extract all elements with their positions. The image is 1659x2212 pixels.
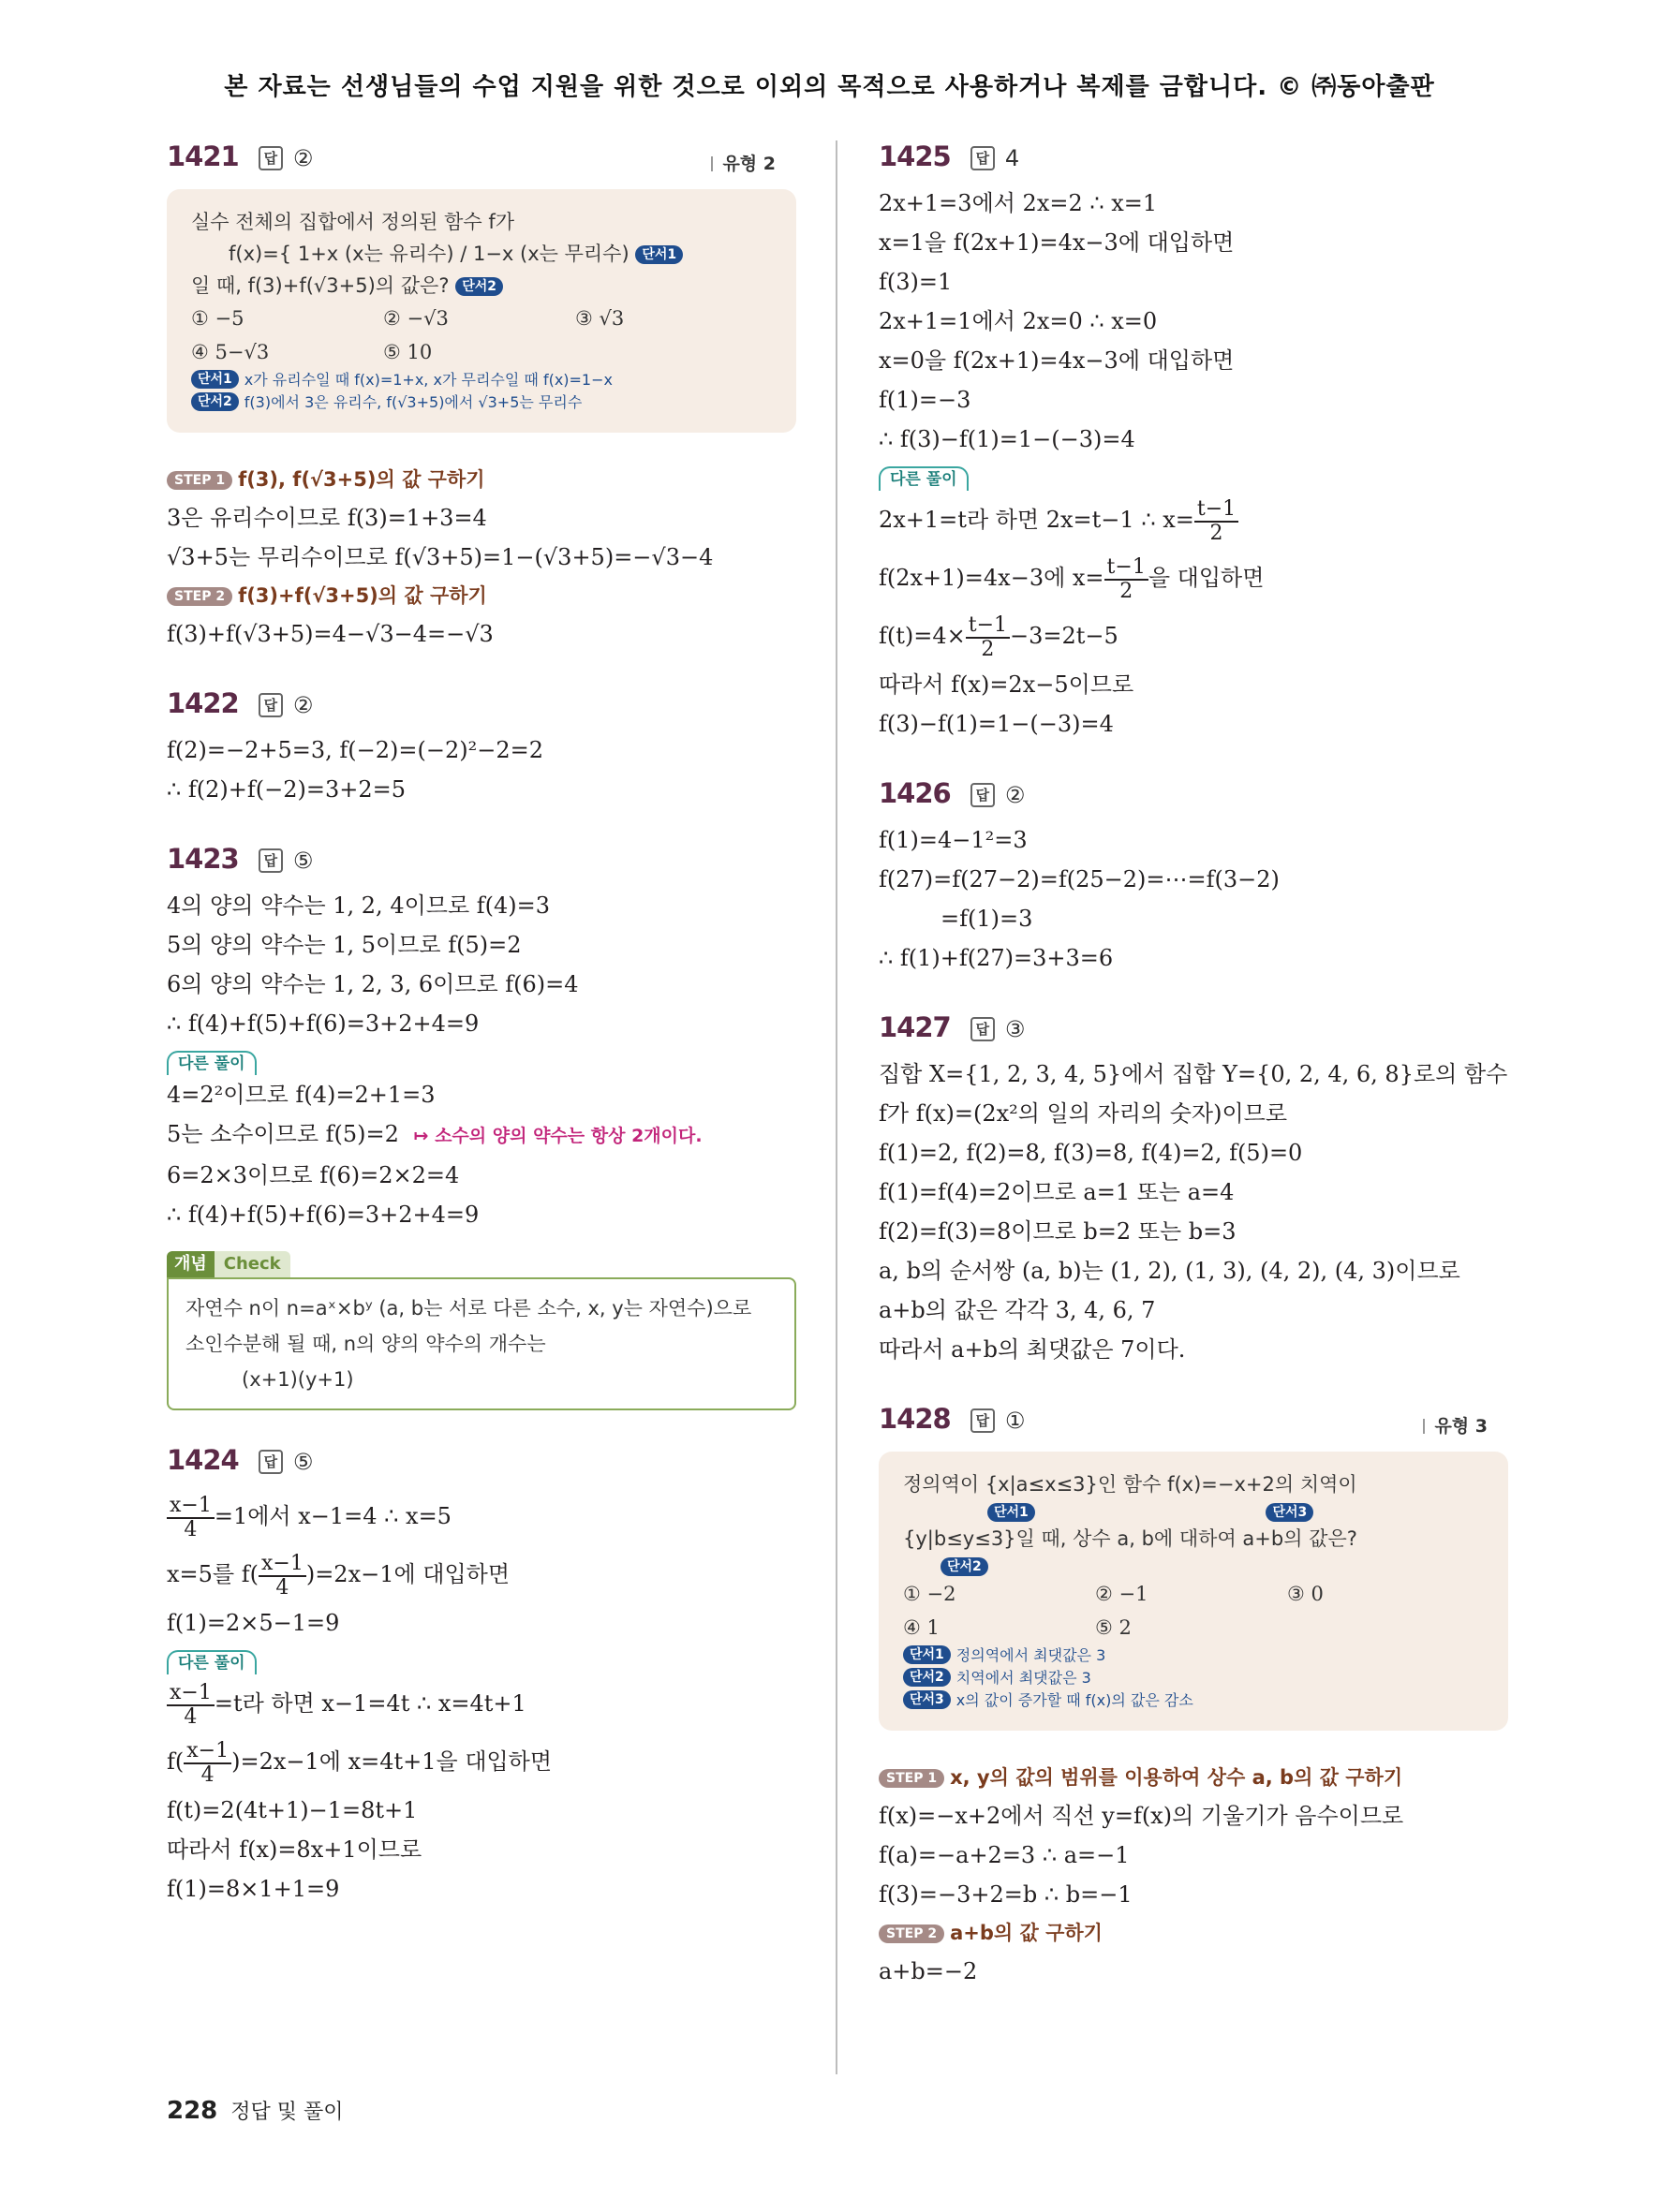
- denominator: 4: [184, 1704, 198, 1729]
- solution-line: 따라서 a+b의 최댓값은 7이다.: [879, 1336, 1186, 1363]
- problem-header: [167, 1444, 796, 1487]
- solution-line: =f(1)=3: [941, 906, 1033, 932]
- clue-row: [903, 1500, 1488, 1523]
- solution-line: f(1)=8×1+1=9: [167, 1876, 340, 1902]
- step-heading: [167, 461, 796, 498]
- check-label: Check: [215, 1251, 290, 1277]
- fraction: [1104, 556, 1148, 603]
- clue-badge: 단서2: [191, 392, 239, 411]
- clue-text: 치역에서 최댓값은 3: [955, 1669, 1091, 1687]
- solution-text: )=2x−1에 x=4t+1을 대입하면: [231, 1748, 553, 1775]
- answer-value: ②: [292, 145, 314, 171]
- numerator: x−1: [259, 1553, 306, 1577]
- clue-text: x의 값이 증가할 때 f(x)의 값은 감소: [955, 1691, 1193, 1709]
- copyright-notice: 본 자료는 선생님들의 수업 지원을 위한 것으로 이외의 목적으로 사용하거나 복제를 금합니다. © ㈜동아출판: [224, 73, 1435, 101]
- clue-badge: 단서3: [1266, 1503, 1313, 1522]
- solution-line: [167, 1674, 796, 1733]
- answer-value: ③: [1004, 1016, 1026, 1042]
- question-text: [191, 270, 776, 302]
- solution-line: 6의 양의 약수는 1, 2, 3, 6이므로 f(6)=4: [167, 971, 579, 997]
- answer-value: ⑤: [292, 1449, 314, 1475]
- question-text: {y|b≤y≤3}일 때, 상수 a, b에 대하여 a+b의 값은?: [903, 1527, 1357, 1550]
- problem-header: [167, 140, 796, 184]
- problem-header: [879, 777, 1508, 820]
- solution-line: f(1)=−3: [879, 387, 971, 413]
- clue-text: 정의역에서 최댓값은 3: [955, 1646, 1106, 1664]
- problem-number: 1423: [167, 843, 239, 875]
- clue-badge: 단서2: [941, 1557, 988, 1576]
- answer-icon: 답: [259, 693, 283, 717]
- solution-text: 5는 소수이므로 f(5)=2: [167, 1121, 399, 1147]
- solution-line: ∴ f(2)+f(−2)=3+2=5: [167, 776, 407, 803]
- solution-text: f(: [167, 1748, 185, 1775]
- clue-text: f(3)에서 3은 유리수, f(√3+5)에서 √3+5는 무리수: [244, 393, 583, 411]
- page-number: 228: [167, 2097, 218, 2125]
- solution-line: x=1을 f(2x+1)=4x−3에 대입하면: [879, 229, 1235, 256]
- step-title: x, y의 값의 범위를 이용하여 상수 a, b의 값 구하기: [950, 1766, 1403, 1789]
- problem-header: [879, 1403, 1508, 1446]
- concept-text: 자연수 n이 n=aˣ×bʸ (a, b는 서로 다른 소수, x, y는 자연수)으로: [185, 1297, 752, 1320]
- solution-line: f(t)=2(4t+1)−1=8t+1: [167, 1797, 418, 1823]
- problem-1424: [167, 1444, 796, 1909]
- function-definition: f(x)={ 1+x (x는 유리수) / 1−x (x는 무리수): [229, 243, 630, 265]
- clue-hint: [903, 1667, 1488, 1689]
- numerator: x−1: [167, 1682, 215, 1706]
- footer-label: 정답 및 풀이: [230, 2101, 344, 2124]
- concept-check: [167, 1251, 796, 1410]
- concept-box: [167, 1277, 796, 1410]
- clue-badge: 단서1: [987, 1503, 1035, 1522]
- problem-1427: [879, 1011, 1508, 1369]
- solution-line: [879, 549, 1508, 607]
- solution-line: ∴ f(4)+f(5)+f(6)=3+2+4=9: [167, 1202, 480, 1228]
- side-note-text: 소수의 양의 약수는 항상 2개이다.: [435, 1126, 703, 1146]
- fraction: [1194, 498, 1238, 545]
- problem-number: 1425: [879, 140, 951, 172]
- solution-line: f(1)=2, f(2)=8, f(3)=8, f(4)=2, f(5)=0: [879, 1140, 1303, 1166]
- solution-text: )=2x−1에 대입하면: [305, 1561, 511, 1587]
- option: ④ 5−√3: [191, 341, 270, 363]
- problem-header: [879, 140, 1508, 184]
- solution-line: [879, 491, 1508, 549]
- clue-hint: [903, 1689, 1488, 1712]
- option: ③ √3: [575, 307, 625, 330]
- step-heading: [879, 1914, 1508, 1952]
- solution-text: 을 대입하면: [1148, 565, 1265, 591]
- solution-line: f(a)=−a+2=3 ∴ a=−1: [879, 1842, 1130, 1868]
- problem-number: 1428: [879, 1403, 951, 1435]
- fraction: [966, 614, 1010, 661]
- denominator: 2: [1119, 579, 1133, 603]
- step-heading: [167, 577, 796, 614]
- answer-value: ⑤: [292, 848, 314, 874]
- problem-1426: [879, 777, 1508, 978]
- problem-header: [879, 1011, 1508, 1054]
- answer-icon: 답: [970, 1408, 995, 1433]
- solution-text: f(2x+1)=4x−3에 x=: [879, 565, 1104, 591]
- concept-text: 소인수분해 될 때, n의 양의 약수의 개수는: [185, 1333, 546, 1355]
- solution-line: f(1)=f(4)=2이므로 a=1 또는 a=4: [879, 1179, 1235, 1205]
- answer-icon: 답: [259, 146, 283, 170]
- step-tag: STEP 2: [167, 587, 232, 606]
- question-text: 정의역이 {x|a≤x≤3}인 함수 f(x)=−x+2의 치역이: [903, 1473, 1357, 1496]
- problem-1422: [167, 687, 796, 809]
- solution-text: 2x+1=t라 하면 2x=t−1 ∴ x=: [879, 507, 1194, 533]
- solution-line: 집합 X={1, 2, 3, 4, 5}에서 집합 Y={0, 2, 4, 6, 8}로의 함수: [879, 1061, 1508, 1087]
- alternative-solution-tag: 다른 풀이: [879, 466, 969, 491]
- question-box: [167, 189, 796, 433]
- alternative-solution-tag: 다른 풀이: [167, 1051, 257, 1075]
- denominator: 2: [981, 637, 995, 661]
- fraction: [167, 1495, 215, 1541]
- solution-text: −3=2t−5: [1010, 623, 1118, 649]
- option: ⑤ 2: [1095, 1616, 1132, 1639]
- problem-number: 1426: [879, 777, 951, 809]
- solution-line: 따라서 f(x)=8x+1이므로: [167, 1836, 422, 1863]
- solution-line: ∴ f(3)−f(1)=1−(−3)=4: [879, 426, 1135, 452]
- numerator: x−1: [184, 1740, 231, 1764]
- solution-line: √3+5는 무리수이므로 f(√3+5)=1−(√3+5)=−√3−4: [167, 544, 714, 570]
- step-title: a+b의 값 구하기: [950, 1922, 1103, 1944]
- step-tag: STEP 1: [879, 1769, 944, 1788]
- problem-header: [167, 687, 796, 730]
- answer-icon: 답: [259, 848, 283, 873]
- option: ② −1: [1095, 1583, 1148, 1605]
- option: ② −√3: [383, 307, 449, 330]
- problem-1428: [879, 1403, 1508, 1991]
- column-divider: [836, 140, 837, 2074]
- answer-value: ②: [292, 692, 314, 718]
- answer-icon: 답: [259, 1450, 283, 1474]
- problem-1421: [167, 140, 796, 654]
- concept-tab: [167, 1251, 290, 1277]
- solution-line: f(3)+f(√3+5)=4−√3−4=−√3: [167, 621, 494, 647]
- solution-line: a+b의 값은 각각 3, 4, 6, 7: [879, 1297, 1156, 1323]
- answer-value: ①: [1004, 1408, 1026, 1434]
- solution-line: 3은 유리수이므로 f(3)=1+3=4: [167, 505, 487, 531]
- clue-hint: [191, 369, 776, 391]
- clue-hint: [903, 1644, 1488, 1667]
- denominator: 2: [1209, 521, 1223, 545]
- question-prompt: 일 때, f(3)+f(√3+5)의 값은?: [191, 274, 450, 297]
- solution-line: a+b=−2: [879, 1958, 978, 1984]
- solution-line: f(1)=4−1²=3: [879, 827, 1028, 853]
- solution-line: 4의 양의 약수는 1, 2, 4이므로 f(4)=3: [167, 892, 551, 919]
- clue-text: x가 유리수일 때 f(x)=1+x, x가 무리수일 때 f(x)=1−x: [244, 371, 613, 389]
- denominator: 4: [200, 1762, 215, 1787]
- problem-number: 1421: [167, 140, 239, 172]
- denominator: 4: [184, 1517, 198, 1541]
- problem-type: 유형 3: [1423, 1412, 1488, 1438]
- side-note: ↦ 소수의 양의 약수는 항상 2개이다.: [413, 1126, 703, 1146]
- question-text: [191, 238, 776, 270]
- problem-number: 1424: [167, 1444, 239, 1476]
- solution-line: f(27)=f(27−2)=f(25−2)=⋯=f(3−2): [879, 866, 1280, 892]
- step-tag: STEP 1: [167, 471, 232, 490]
- right-column: [879, 140, 1508, 1991]
- problem-number: 1427: [879, 1011, 951, 1043]
- page-footer: [167, 2096, 344, 2125]
- concept-label: 개념: [167, 1251, 215, 1277]
- solution-text: x=5를 f(: [167, 1561, 259, 1587]
- problem-1423: [167, 843, 796, 1410]
- option: ① −5: [191, 307, 244, 330]
- solution-line: f(3)−f(1)=1−(−3)=4: [879, 711, 1114, 737]
- clue-badge: 단서2: [903, 1668, 951, 1687]
- option: ④ 1: [903, 1616, 940, 1639]
- problem-number: 1422: [167, 687, 239, 719]
- answer-value: 4: [1004, 145, 1020, 171]
- clue-badge: 단서1: [635, 245, 683, 264]
- alternative-solution-tag: 다른 풀이: [167, 1650, 257, 1674]
- solution-line: 6=2×3이므로 f(6)=2×2=4: [167, 1162, 460, 1188]
- fraction: [259, 1553, 306, 1600]
- solution-line: f(2)=f(3)=8이므로 b=2 또는 b=3: [879, 1218, 1237, 1245]
- option: ① −2: [903, 1583, 956, 1605]
- answer-icon: 답: [970, 1017, 995, 1041]
- numerator: t−1: [966, 614, 1010, 639]
- fraction: [184, 1740, 231, 1787]
- step-heading: [879, 1759, 1508, 1796]
- answer-options: [191, 302, 776, 369]
- numerator: t−1: [1104, 556, 1148, 581]
- solution-line: [167, 1733, 796, 1791]
- solution-text: =t라 하면 x−1=4t ∴ x=4t+1: [214, 1690, 526, 1717]
- solution-line: [167, 1487, 796, 1545]
- solution-line: 2x+1=1에서 2x=0 ∴ x=0: [879, 308, 1158, 334]
- solution-line: 4=2²이므로 f(4)=2+1=3: [167, 1082, 436, 1108]
- solution-line: 2x+1=3에서 2x=2 ∴ x=1: [879, 190, 1158, 216]
- clue-badge: 단서2: [455, 277, 503, 296]
- solution-line: f가 f(x)=(2x²의 일의 자리의 숫자)이므로: [879, 1100, 1288, 1127]
- answer-icon: 답: [970, 783, 995, 807]
- solution-text: f(t)=4×: [879, 623, 966, 649]
- solution-line: f(3)=1: [879, 269, 953, 295]
- numerator: t−1: [1194, 498, 1238, 523]
- option: ⑤ 10: [383, 341, 433, 363]
- solution-line: ∴ f(1)+f(27)=3+3=6: [879, 945, 1114, 971]
- clue-badge: 단서3: [903, 1690, 951, 1709]
- clue-badge: 단서1: [903, 1645, 951, 1664]
- left-column: [167, 140, 796, 1909]
- step-title: f(3), f(√3+5)의 값 구하기: [238, 468, 485, 491]
- denominator: 4: [275, 1575, 289, 1600]
- step-title: f(3)+f(√3+5)의 값 구하기: [238, 584, 487, 607]
- problem-header: [167, 843, 796, 886]
- concept-formula: (x+1)(y+1): [242, 1368, 354, 1391]
- answer-value: ②: [1004, 782, 1026, 808]
- problem-type: 유형 2: [711, 150, 776, 175]
- question-box: [879, 1452, 1508, 1731]
- solution-line: [879, 607, 1508, 665]
- problem-1425: [879, 140, 1508, 744]
- clue-hint: [191, 391, 776, 414]
- step-tag: STEP 2: [879, 1924, 944, 1943]
- clue-badge: 단서1: [191, 370, 239, 389]
- solution-line: f(2)=−2+5=3, f(−2)=(−2)²−2=2: [167, 737, 543, 763]
- solution-line: a, b의 순서쌍 (a, b)는 (1, 2), (1, 3), (4, 2), (4, 3)이므로: [879, 1258, 1460, 1284]
- answer-icon: 답: [970, 146, 995, 170]
- solution-line: x=0을 f(2x+1)=4x−3에 대입하면: [879, 347, 1235, 374]
- solution-line: f(1)=2×5−1=9: [167, 1610, 340, 1636]
- solution-line: f(x)=−x+2에서 직선 y=f(x)의 기울기가 음수이므로: [879, 1803, 1404, 1829]
- solution-line: 5의 양의 약수는 1, 5이므로 f(5)=2: [167, 932, 522, 958]
- fraction: [167, 1682, 215, 1729]
- question-text: 실수 전체의 집합에서 정의된 함수 f가: [191, 211, 515, 233]
- solution-line: [167, 1114, 796, 1156]
- answer-options: [903, 1577, 1488, 1644]
- solution-line: f(3)=−3+2=b ∴ b=−1: [879, 1881, 1133, 1908]
- option: ③ 0: [1287, 1583, 1324, 1605]
- numerator: x−1: [167, 1495, 215, 1519]
- solution-text: =1에서 x−1=4 ∴ x=5: [214, 1503, 452, 1529]
- solution-line: ∴ f(4)+f(5)+f(6)=3+2+4=9: [167, 1010, 480, 1037]
- clue-row: [903, 1555, 1488, 1577]
- solution-line: [167, 1545, 796, 1603]
- solution-line: 따라서 f(x)=2x−5이므로: [879, 671, 1134, 698]
